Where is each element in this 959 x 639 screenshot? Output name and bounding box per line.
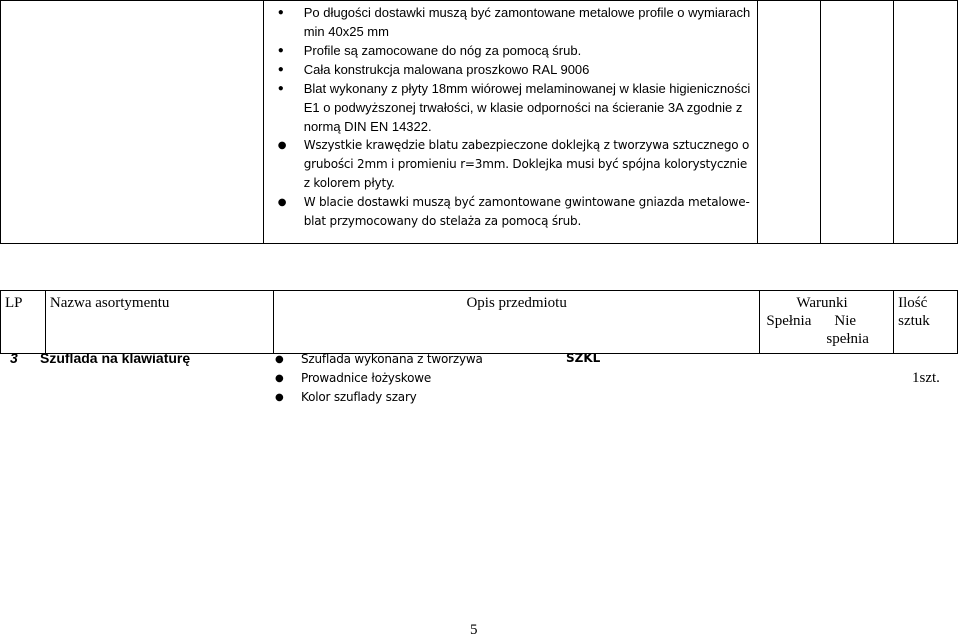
- item-spec-list: [0, 350, 483, 407]
- header-not-meets-1: Nie: [834, 313, 857, 329]
- item-spec-item: ● Kolor szuflady szary: [275, 388, 483, 407]
- header-desc-text: Opis przedmiotu: [466, 295, 567, 311]
- item-name: Szuflada na klawiaturę: [40, 350, 191, 366]
- header-qty-2: sztuk: [898, 313, 930, 329]
- header-not-meets-2: spełnia: [826, 331, 869, 347]
- header-lp-text: LP: [5, 295, 23, 311]
- spec-list-item: ● Cała konstrukcja malowana proszkowo RAL 9006: [278, 60, 754, 79]
- spec-table-continuation: [0, 0, 958, 244]
- spec-list-item: ● W blacie dostawki muszą być zamontowane gwintowane gniazda metalowe- blat przymocowany do stelaża za pomocą śrub.: [278, 193, 754, 231]
- cell-meets: [757, 1, 820, 244]
- cell-qty: [893, 1, 957, 244]
- item-qty: 1szt.: [912, 370, 940, 386]
- item-spec-item: ● Szuflada wykonana z tworzywa: [275, 350, 483, 369]
- header-qty: [894, 291, 958, 354]
- header-qty-1: Ilość: [898, 295, 928, 311]
- header-desc: [273, 291, 759, 354]
- item-lp: 3: [10, 350, 18, 366]
- spec-list-item: ● Po długości dostawki muszą być zamontowane metalowe profile o wymiarach min 40x25 mm: [278, 3, 754, 41]
- item-spec-item: ● Prowadnice łożyskowe: [275, 369, 483, 388]
- page-number: 5: [470, 622, 478, 638]
- header-name-text: Nazwa asortymentu: [49, 295, 170, 311]
- spec-list-item: ● Profile są zamocowane do nóg za pomocą śrub.: [278, 41, 754, 60]
- header-conditions: [760, 291, 894, 354]
- header-table: [0, 290, 958, 354]
- header-meets-text: Spełnia: [766, 313, 812, 329]
- spec-list-item: ● Wszystkie krawędzie blatu zabezpieczone doklejką z tworzywa sztucznego o grubości 2mm i promieniu r=3mm. Doklejka musi być spójna kolorystycznie z kolorem płyty.: [278, 136, 754, 193]
- spec-list: [1, 1, 757, 231]
- cell-not-meets: [821, 1, 893, 244]
- item-code: SZKL: [566, 351, 601, 365]
- header-conditions-text: Warunki: [796, 295, 848, 311]
- header-lp: [1, 291, 46, 354]
- header-name: [45, 291, 273, 354]
- item-row: [0, 350, 958, 410]
- cell-description: [263, 1, 757, 244]
- spec-list-item: ● Blat wykonany z płyty 18mm wiórowej melaminowanej w klasie higieniczności E1 o podwyższonej trwałości, w klasie odporności na ścieranie 3A zgodnie z normą DIN EN 14322.: [278, 79, 754, 136]
